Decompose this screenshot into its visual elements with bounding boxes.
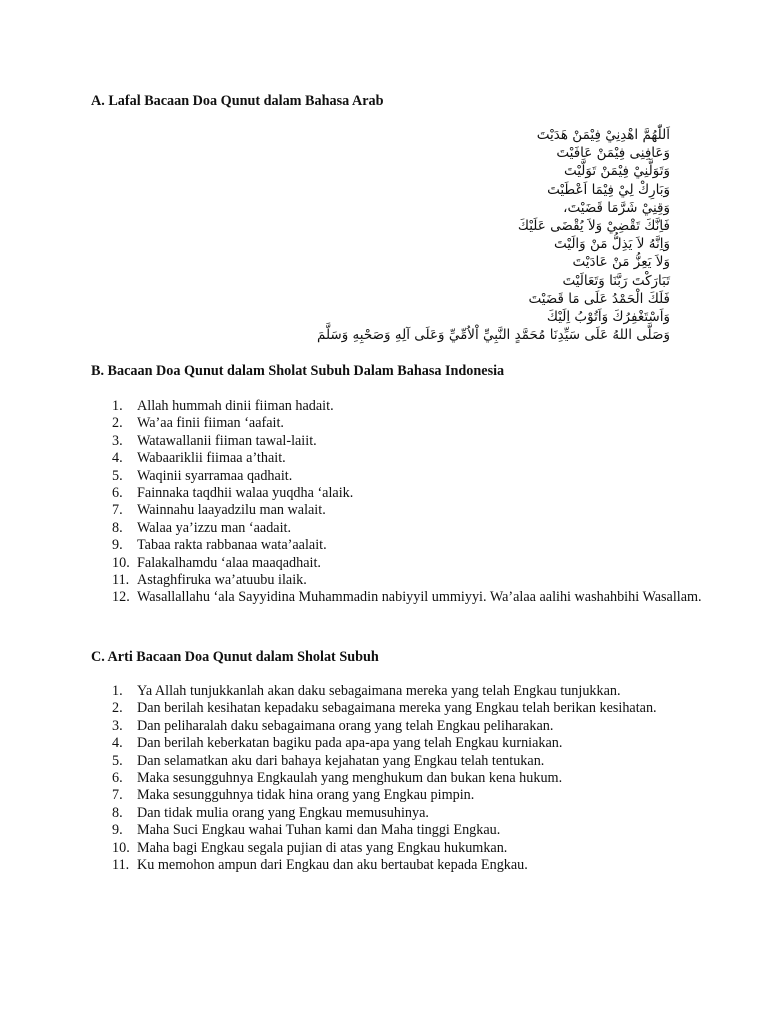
list-item bbox=[91, 537, 737, 554]
item-number: 9. bbox=[112, 537, 123, 554]
list-item bbox=[91, 787, 737, 804]
item-text: Maka sesungguhnya Engkaulah yang menghukum dan bukan kena hukum. bbox=[137, 770, 563, 787]
item-text: Allah hummah dinii fiiman hadait. bbox=[137, 398, 334, 414]
item-number: 5. bbox=[112, 467, 123, 484]
list-item bbox=[91, 572, 737, 589]
list-item bbox=[91, 805, 737, 822]
item-number: 10. bbox=[112, 839, 130, 856]
list-item bbox=[91, 700, 737, 717]
translation-list bbox=[91, 683, 737, 874]
item-text: Ya Allah tunjukkanlah akan daku sebagaimana mereka yang telah Engkau tunjukkan. bbox=[137, 683, 621, 699]
list-item bbox=[91, 450, 737, 467]
item-number: 8. bbox=[112, 804, 123, 821]
list-item bbox=[91, 398, 737, 415]
item-number: 11. bbox=[112, 857, 130, 874]
arabic-line: وَعَافِنِى فِيْمَنْ عَافَيْتَ bbox=[556, 145, 670, 162]
arabic-line: فَلَكَ الْحَمْدُ عَلَى مَا قَضَيْتَ bbox=[528, 290, 670, 307]
item-number: 7. bbox=[112, 787, 123, 804]
arabic-line: وَصَلَّى اللهُ عَلَى سَيِّدِنَا مُحَمَّدٍ النَّبِيِّ اْلاُمِّيِّ وَعَلَى آلِهِ وَصَحْبِهِ وَسَلَّمَ bbox=[316, 327, 670, 344]
item-number: 4. bbox=[112, 735, 123, 752]
item-text: Wa’aa finii fiiman ‘aafait. bbox=[137, 415, 284, 432]
item-number: 11. bbox=[112, 572, 130, 589]
item-number: 2. bbox=[112, 415, 123, 432]
list-item bbox=[91, 555, 737, 572]
item-number: 3. bbox=[112, 717, 123, 734]
item-number: 7. bbox=[112, 502, 123, 519]
arabic-line: فَاِنَّكَ تَقْضِيْ وَلاَ يُقْضَى عَلَيْكَ bbox=[517, 218, 670, 235]
item-text: Wabaariklii fiimaa a’thait. bbox=[137, 450, 286, 467]
item-number: 10. bbox=[112, 554, 130, 571]
item-number: 2. bbox=[112, 700, 123, 717]
list-item bbox=[91, 770, 737, 787]
item-text: Astaghfiruka wa’atuubu ilaik. bbox=[137, 572, 307, 589]
list-item bbox=[91, 502, 737, 519]
item-text: Ku memohon ampun dari Engkau dan aku bertaubat kepada Engkau. bbox=[137, 857, 528, 874]
item-text: Wasallallahu ‘ala Sayyidina Muhammadin nabiyyil ummiyyi. Wa’alaa aalihi washahbihi Wasallam. bbox=[137, 589, 702, 606]
arabic-line: تَبَارَكْتَ رَبَّنَا وَتَعَالَيْتَ bbox=[562, 272, 670, 289]
item-number: 9. bbox=[112, 822, 123, 839]
arabic-line: وَقِنِيْ شَرَّمَا قَضَيْتَ، bbox=[563, 199, 670, 216]
item-text: Watawallanii fiiman tawal-laiit. bbox=[137, 432, 317, 449]
list-item bbox=[91, 822, 737, 839]
list-item bbox=[91, 520, 737, 537]
item-text: Maha Suci Engkau wahai Tuhan kami dan Maha tinggi Engkau. bbox=[137, 822, 501, 839]
list-item bbox=[91, 840, 737, 857]
arabic-line: وَبَارِكْ لِيْ فِيْمَا اَعْطَيْتَ bbox=[547, 181, 670, 198]
item-text: Dan selamatkan aku dari bahaya kejahatan yang Engkau telah tentukan. bbox=[137, 752, 545, 769]
item-text: Waqinii syarramaa qadhait. bbox=[137, 467, 293, 484]
arabic-line: اَللّٰهُمَّ اهْدِنِيْ فِيْمَنْ هَدَيْتَ bbox=[536, 127, 670, 143]
arabic-line: وَلاَ يَعِزُّ مَنْ عَادَيْتَ bbox=[572, 254, 670, 271]
item-text: Dan tidak mulia orang yang Engkau memusuhinya. bbox=[137, 804, 429, 821]
section-b-heading: B. Bacaan Doa Qunut dalam Sholat Subuh Dalam Bahasa Indonesia bbox=[91, 363, 505, 379]
item-text: Wainnahu laayadzilu man walait. bbox=[137, 502, 326, 519]
list-item bbox=[91, 433, 737, 450]
item-number: 1. bbox=[112, 683, 123, 699]
item-number: 1. bbox=[112, 398, 123, 414]
item-number: 6. bbox=[112, 770, 123, 787]
item-text: Dan berilah kesihatan kepadaku sebagaimana mereka yang Engkau telah berikan kesihatan. bbox=[137, 700, 657, 717]
item-text: Walaa ya’izzu man ‘aadait. bbox=[137, 519, 292, 536]
item-number: 4. bbox=[112, 450, 123, 467]
section-a-heading: A. Lafal Bacaan Doa Qunut dalam Bahasa Arab bbox=[91, 93, 384, 109]
arabic-line: وَاَسْتَغْفِرُكَ وَاَتُوْبُ اِلَيْكَ bbox=[546, 309, 670, 326]
list-item bbox=[91, 718, 737, 735]
arabic-prayer-text bbox=[230, 126, 670, 344]
list-item bbox=[91, 753, 737, 770]
item-number: 6. bbox=[112, 485, 123, 502]
list-item bbox=[91, 857, 737, 874]
list-item bbox=[91, 468, 737, 485]
transliteration-list bbox=[91, 398, 737, 607]
item-number: 12. bbox=[112, 589, 130, 606]
item-number: 8. bbox=[112, 519, 123, 536]
item-text: Maha bagi Engkau segala pujian di atas yang Engkau hukumkan. bbox=[137, 839, 508, 856]
item-text: Maka sesungguhnya tidak hina orang yang Engkau pimpin. bbox=[137, 787, 475, 804]
list-item bbox=[91, 683, 737, 700]
item-text: Tabaa rakta rabbanaa wata’aalait. bbox=[137, 537, 327, 554]
list-item bbox=[91, 415, 737, 432]
item-number: 5. bbox=[112, 752, 123, 769]
item-text: Fainnaka taqdhii walaa yuqdha ‘alaik. bbox=[137, 485, 354, 502]
list-item bbox=[91, 589, 737, 606]
item-text: Falakalhamdu ‘alaa maaqadhait. bbox=[137, 554, 321, 571]
item-text: Dan berilah keberkatan bagiku pada apa-apa yang telah Engkau kurniakan. bbox=[137, 735, 563, 752]
list-item bbox=[91, 485, 737, 502]
section-c-heading: C. Arti Bacaan Doa Qunut dalam Sholat Subuh bbox=[91, 649, 379, 665]
item-text: Dan peliharalah daku sebagaimana orang yang telah Engkau peliharakan. bbox=[137, 717, 554, 734]
arabic-line: وَتَوَلَّنِيْ فِيْمَنْ تَوَلَّيْتَ bbox=[563, 163, 670, 180]
arabic-line: وَاِنَّهُ لاَ يَذِلُّ مَنْ وَالَيْتَ bbox=[553, 236, 670, 253]
item-number: 3. bbox=[112, 432, 123, 449]
list-item bbox=[91, 735, 737, 752]
